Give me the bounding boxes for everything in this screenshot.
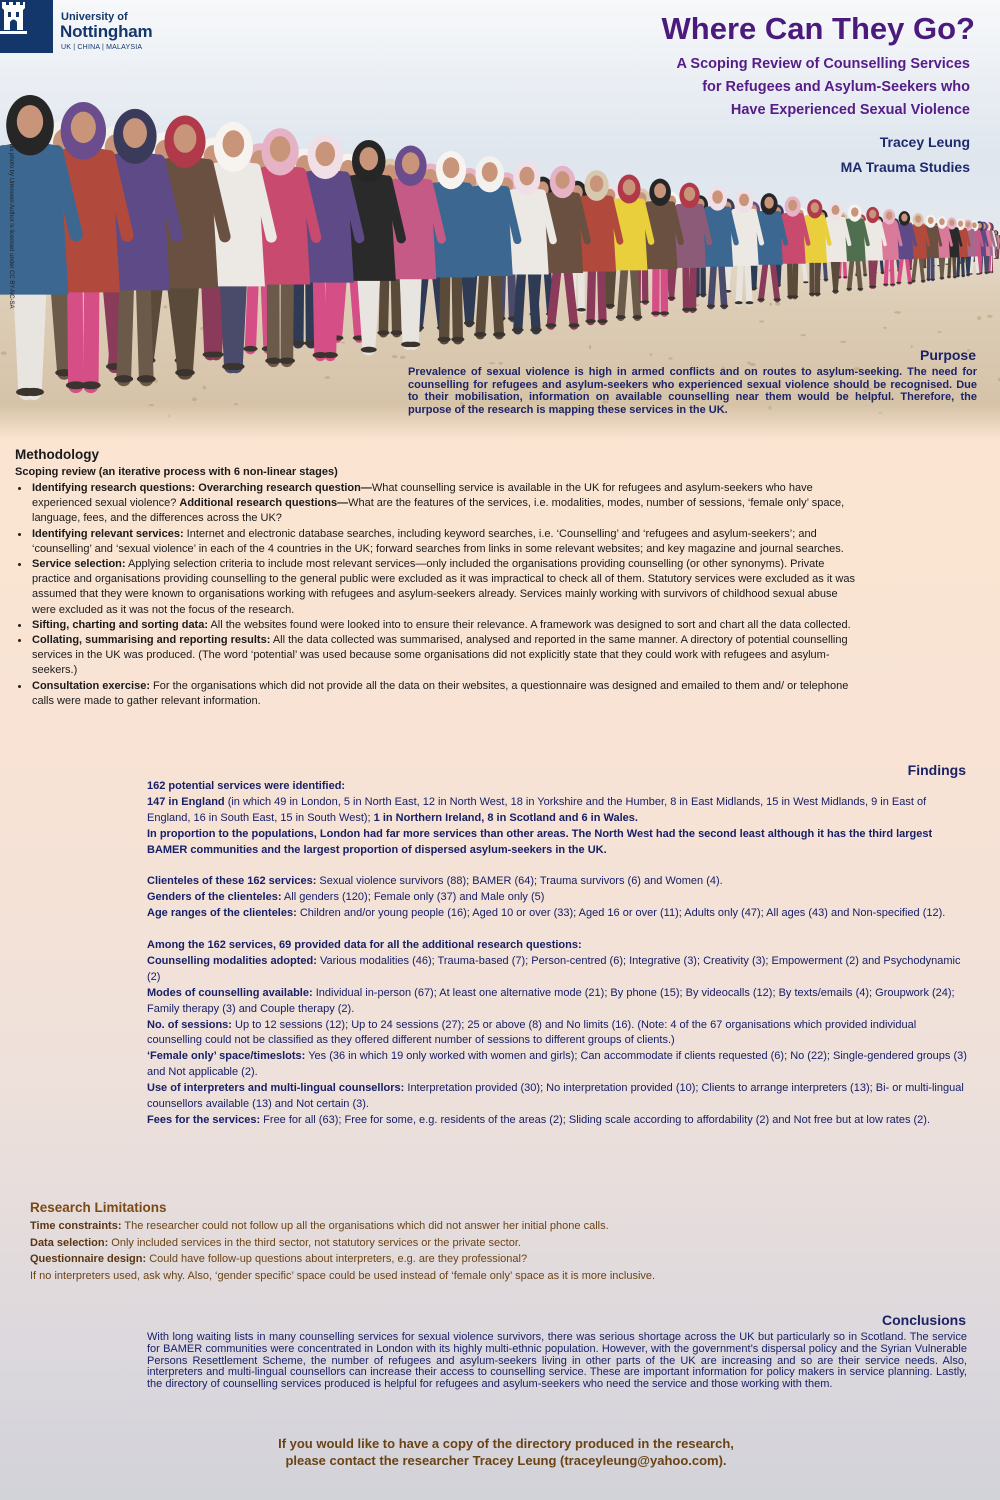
ground-stone: [883, 327, 886, 329]
subtitle-line: Have Experienced Sexual Violence: [730, 102, 970, 118]
person-face: [443, 157, 460, 178]
person-shoe: [846, 288, 852, 290]
person-shoe: [632, 315, 642, 319]
person-shoe: [832, 290, 838, 292]
methodology-stage: [15, 527, 860, 557]
person-face: [928, 217, 934, 224]
person-leg: [739, 260, 741, 303]
person-shoe: [976, 273, 980, 274]
person-shoe: [940, 277, 944, 279]
findings-feature-item: [147, 1018, 967, 1050]
ground-stone: [894, 311, 901, 314]
person-shoe: [291, 341, 305, 346]
stage-label: Identifying relevant services:: [32, 527, 184, 540]
person-shoe: [947, 276, 951, 278]
conclusions-text: With long waiting lists in many counselling services for sexual violence survivors, there was serious shortage across the UK but particularly so in Scotland. The service for BAMER communities were concentrated in London with its highly multi-ethnic population. However, with the government’s dispersal policy and the Syrian Vulnerable Persons Resettlement Scheme, the number of refugees and asylum-seekers living in other parts of the UK are increasing and so are their service needs. Also, interpreters and multi-lingual counsellors can increase their access to counselling service. These are important information for policy makers in service planning. Lastly, the directory of counselling services produced is helpful for refugees and asylum-seekers who need the service and those working with them.: [147, 1331, 967, 1391]
person-shoe: [700, 293, 707, 296]
person-leg: [124, 277, 127, 379]
person-shoe: [953, 276, 957, 278]
stage-text-2: What are the features of the services, i.e. modalities, modes, number of sessions, ‘female only’ space, language, fees, and the differences across the UK?: [32, 497, 845, 525]
person-face: [832, 205, 840, 215]
stage-label: Service selection:: [32, 558, 126, 571]
contact-note: [6, 1435, 1000, 1469]
stage-label: Identifying research questions: Overarching research question—: [32, 482, 372, 494]
methodology-stage: [15, 679, 860, 709]
logo-campuses: UK | CHINA | MALAYSIA: [61, 44, 143, 51]
stage-text: For the organisations which did not provide all the data on their websites, a questionnaire was designed and emailed to them and/ or telephone calls were made to gather relevant information.: [32, 679, 849, 707]
person-leg: [532, 266, 536, 330]
person-shoe: [377, 330, 389, 335]
person-shoe: [568, 323, 579, 327]
stage-text: Applying selection criteria to include most relevant services—only included the organisations providing counselling (or other synonyms). Private practice and organisations providing counselling to the general public were excluded as it was impractical to check all of them. Statutory services were excluded as it was assumed that they were known to organisations working with refugees and asylum-seekers already. Services mainly working with survivors of childhood sexual abuse were excluded as it was not the focus of the research.: [32, 558, 855, 616]
person-leg: [976, 254, 978, 274]
person-shoe: [23, 388, 44, 396]
person-leg: [870, 257, 871, 287]
ground-stone: [163, 305, 167, 308]
item-text: Free for all (63); Free for some, e.g. residents of the areas (2); Sliding scale according to affordability (2) and Not free but at low rates (2).: [260, 1114, 931, 1126]
methodology-heading: Methodology: [15, 447, 99, 462]
stage-text: All the data collected was summarised, analysed and reported in the same manner. A directory of potential counselling services in the UK was produced. (The word ‘potential’ was used because some organisations did not explicitly state that they could work with refugees and asylum-seekers.): [32, 634, 848, 677]
stage-label: Collating, summarising and reporting results:: [32, 634, 271, 647]
person-shoe: [883, 284, 888, 286]
purpose-heading: Purpose: [919, 347, 976, 363]
person-face: [712, 190, 723, 203]
ground-stone: [650, 353, 652, 356]
item-text: Sexual violence survivors (88); BAMER (64); Trauma survivors (6) and Women (4).: [316, 875, 723, 888]
findings-feature-item: [147, 954, 967, 986]
logo-university-of: University of: [61, 11, 128, 23]
person-shoe: [857, 288, 863, 290]
person-shoe: [871, 286, 877, 288]
person-shoe: [843, 276, 848, 278]
findings-feature-item: [147, 1049, 967, 1081]
poster-subtitle: [676, 53, 970, 122]
ground-stone: [668, 357, 672, 359]
ground-stone: [911, 345, 913, 348]
findings-total: 162 potential services were identified:: [147, 780, 346, 792]
person-leg: [91, 278, 92, 385]
ground-stone: [341, 342, 345, 344]
person-shoe: [803, 281, 808, 283]
methodology-stage: [15, 618, 860, 633]
findings-proportion-note: In proportion to the populations, London had far more services than other areas. The North West had the second least although it has the third largest BAMER communities and the largest proportion of dispersed asylum-seekers in the UK.: [147, 827, 933, 856]
person-face: [223, 130, 245, 157]
ground-stone: [192, 397, 197, 401]
ground-stone: [1, 351, 7, 355]
person-leg: [143, 277, 146, 379]
person-shoe: [279, 357, 295, 363]
person-shoe: [451, 337, 464, 342]
person-leg: [968, 254, 970, 275]
person-shoe: [228, 363, 245, 370]
person-shoe: [577, 308, 586, 312]
person-shoe: [961, 275, 965, 277]
contact-line: please contact the researcher Tracey Leung (traceyleung@yahoo.com).: [285, 1453, 727, 1468]
person-leg: [457, 268, 458, 339]
person-face: [869, 210, 876, 219]
bullet-icon: [18, 563, 21, 566]
methodology-stage: [15, 633, 860, 679]
item-label: Genders of the clienteles:: [147, 891, 282, 904]
person-face: [174, 124, 197, 153]
conclusions-heading: Conclusions: [881, 1312, 966, 1328]
person-shoe: [81, 381, 101, 389]
findings-feature-item: [147, 986, 967, 1018]
bullet-icon: [18, 639, 21, 642]
university-logo: [0, 0, 53, 53]
stage-text: What counselling service is available in the UK for refugees and asylum-seekers who have experienced sexual violence?: [32, 482, 813, 510]
item-text: Only included services in the third sector, not statutory services or the private sector.: [108, 1236, 521, 1249]
item-label: Data selection:: [30, 1236, 109, 1249]
person-shoe: [931, 279, 936, 281]
person-shoe: [923, 267, 926, 268]
person-face: [915, 215, 921, 223]
person-shoe: [707, 304, 715, 307]
person-leg: [985, 253, 986, 272]
person-face: [590, 175, 603, 192]
person-leg: [633, 263, 637, 317]
person-leg: [790, 259, 791, 297]
item-label: Modes of counselling available:: [147, 986, 313, 999]
person-leg: [480, 267, 484, 334]
ground-stone: [987, 315, 993, 318]
person-shoe: [921, 280, 926, 282]
person-shoe: [512, 328, 524, 333]
ground-stone: [800, 334, 806, 336]
person-shoe: [688, 308, 697, 312]
person-face: [851, 207, 858, 216]
ground-stone: [840, 341, 846, 343]
item-text: Could have follow-up questions about interpreters, e.g. are they professional?: [146, 1253, 528, 1266]
person-shoe: [137, 375, 156, 383]
person-shoe: [406, 342, 420, 348]
ground-stone: [489, 362, 496, 364]
person-shoe: [597, 319, 608, 323]
person-face: [684, 187, 695, 201]
person-shoe: [545, 323, 556, 327]
findings-heading: Findings: [907, 762, 966, 778]
person-shoe: [585, 319, 596, 323]
other-nations-count: 1 in Northern Ireland, 8 in Scotland and 6 in Wales.: [373, 811, 638, 824]
person-shoe: [438, 337, 451, 342]
person-shoe: [757, 298, 764, 301]
person-leg: [954, 254, 955, 276]
person-shoe: [641, 300, 649, 303]
person-face: [788, 200, 797, 211]
person-face: [939, 218, 944, 225]
person-face: [71, 112, 96, 143]
methodology-subheading: Scoping review (an iterative process with 6 non-linear stages): [15, 466, 338, 478]
person-face: [764, 197, 773, 209]
person-leg: [958, 254, 959, 276]
person-leg: [874, 257, 875, 287]
item-label: Clienteles of these 162 services:: [147, 875, 317, 888]
ground-stone: [775, 302, 780, 306]
item-label: Fees for the services:: [147, 1114, 261, 1126]
person-leg: [518, 266, 522, 330]
person-leg: [942, 255, 944, 278]
limitations-section: [30, 1200, 950, 1285]
person-leg: [721, 261, 724, 306]
person-shoe: [896, 282, 901, 284]
person-face: [966, 221, 971, 227]
person-shoe: [322, 352, 337, 358]
findings-clientele-item: [147, 906, 967, 922]
person-face: [811, 202, 819, 213]
person-shoe: [391, 330, 403, 335]
person-leg: [75, 278, 76, 385]
person-leg: [186, 276, 193, 373]
person-shoe: [814, 293, 821, 296]
person-face: [17, 105, 43, 138]
item-text: The researcher could not follow up all the organisations which did not answer her initial phone calls.: [121, 1220, 609, 1232]
bullet-icon: [18, 685, 21, 688]
person-shoe: [985, 272, 989, 273]
person-leg: [835, 258, 838, 292]
contact-line: If you would like to have a copy of the directory produced in the research,: [278, 1436, 734, 1451]
person-shoe: [735, 301, 743, 304]
person-leg: [495, 267, 499, 334]
ground-stone: [770, 303, 772, 306]
person-shoe: [791, 295, 798, 298]
item-label: Use of interpreters and multi-lingual counsellors:: [147, 1082, 405, 1095]
item-label: ‘Female only’ space/timeslots:: [147, 1050, 306, 1063]
person-face: [886, 212, 893, 220]
person-face: [123, 118, 147, 148]
person-leg: [369, 270, 375, 349]
person-face: [270, 136, 291, 162]
bullet-icon: [18, 487, 21, 490]
person-face: [402, 152, 420, 174]
person-leg: [621, 263, 625, 317]
person-shoe: [890, 284, 895, 286]
ground-stone: [977, 316, 981, 320]
person-leg: [997, 248, 998, 258]
person-leg: [226, 274, 231, 366]
ground-stone: [937, 331, 941, 333]
person-face: [949, 219, 954, 226]
poster-title: Where Can They Go?: [661, 11, 975, 46]
person-leg: [319, 272, 321, 355]
ground-stone: [589, 345, 591, 349]
person-face: [739, 194, 749, 207]
limitations-heading: Research Limitations: [30, 1200, 167, 1215]
person-leg: [21, 280, 26, 392]
methodology-stage: [15, 557, 860, 618]
findings-clientele-item: [147, 890, 967, 906]
england-count: 147 in England: [147, 795, 225, 808]
methodology-section: [15, 446, 860, 709]
person-face: [519, 167, 534, 186]
person-shoe: [863, 274, 867, 276]
person-leg: [236, 274, 241, 366]
bullet-icon: [18, 533, 21, 536]
findings-feature-item: [147, 1113, 967, 1129]
item-text: Individual in-person (67); At least one alternative mode (21); By phone (15); By videocalls (12); By texts/emails (4); Groupwork (24); Family therapy (3) and Couple therapy (2).: [147, 986, 955, 1015]
person-shoe: [493, 332, 505, 337]
person-leg: [886, 256, 887, 285]
ground-stone: [203, 386, 207, 390]
person-shoe: [668, 297, 675, 300]
person-face: [359, 147, 378, 170]
author-name: Tracey Leung: [879, 134, 970, 150]
purpose-text: Prevalence of sexual violence is high in armed conflicts and on routes to asylum-seeking. The need for counselling for refugees and asylum-seekers who experienced sexual violence should be recognised. Due to their mobilisation, information on available counselling near them would be helpful. Therefore, the purpose of the research is mapping these services in the UK.: [408, 366, 977, 416]
methodology-stage-list: [15, 481, 860, 709]
limitation-item: [30, 1218, 950, 1235]
item-text: Various modalities (46); Trauma-based (7); Person-centred (6); Integrative (3); Creativity (3); Empowerment (2) and Psychodynamic (2): [147, 954, 961, 983]
person-shoe: [616, 315, 626, 319]
item-text: Yes (36 in which 19 only worked with women and girls); Can accommodate if clients requested (6); No (22); Single-gendered groups (3) and Not applicable (2).: [147, 1050, 967, 1079]
person-leg: [711, 261, 714, 306]
ground-stone: [392, 355, 397, 358]
person-leg: [971, 254, 973, 274]
person-leg: [330, 272, 332, 355]
person-shoe: [464, 321, 475, 325]
stage-label-2: Additional research questions—: [179, 497, 349, 510]
england-breakdown: (in which 49 in London, 5 in North East, 12 in North West, 18 in Yorkshire and the Humber, 8 in East Midlands, 15 in West Midlands, 9 in East of England, 16 in South East, 15 in South West);: [147, 795, 927, 824]
person-shoe: [966, 274, 970, 276]
item-label: Questionnaire design:: [30, 1253, 147, 1266]
programme-name: MA Trauma Studies: [840, 159, 970, 175]
person-face: [315, 142, 335, 167]
photo-credit: This photo by Unknown Author is licensed under CC BY-NC-SA: [8, 140, 14, 309]
findings-feature-item: [147, 1081, 967, 1113]
header-photo: [0, 0, 1000, 440]
person-shoe: [530, 328, 542, 333]
limitation-extra: If no interpreters used, ask why. Also, ‘gender specific’ space could be used instead of ‘female only’ space as it is more inclusive.: [30, 1270, 656, 1283]
person-leg: [962, 254, 963, 276]
item-text: Up to 12 sessions (12); Up to 24 sessions (27); 25 or above (8) and No limits (16). (Note: 4 of the 67 organisations which provided individual counselling could not be classified as they offered different number of sessions to different groups of clients.): [147, 1018, 917, 1047]
person-leg: [601, 264, 602, 321]
stage-label: Sifting, charting and sorting data:: [32, 618, 208, 631]
person-shoe: [746, 301, 754, 304]
person-face: [901, 214, 907, 222]
subtitle-line: A Scoping Review of Counselling Services: [676, 56, 970, 72]
subtitle-line: for Refugees and Asylum-Seekers who: [702, 79, 970, 95]
person-shoe: [994, 258, 996, 259]
person-face: [958, 221, 963, 227]
person-face: [482, 162, 498, 182]
limitation-item: [30, 1251, 950, 1268]
person-leg: [413, 269, 416, 344]
person-face: [555, 171, 569, 189]
person-leg: [795, 259, 796, 297]
person-leg: [849, 257, 852, 289]
person-shoe: [823, 279, 828, 281]
item-label: No. of sessions:: [147, 1018, 232, 1031]
person-face: [972, 222, 977, 228]
person-shoe: [209, 351, 224, 357]
item-label: Counselling modalities adopted:: [147, 954, 317, 967]
person-shoe: [660, 311, 669, 315]
person-leg: [591, 264, 592, 321]
person-leg: [891, 256, 892, 285]
person-shoe: [751, 287, 757, 289]
person-shoe: [956, 275, 960, 277]
findings-clientele-item: [147, 874, 967, 890]
stage-label: Consultation exercise:: [32, 679, 150, 692]
methodology-stage: [15, 481, 860, 527]
ground-stone: [499, 362, 503, 365]
item-label: Time constraints:: [30, 1220, 122, 1232]
ground-stone: [325, 376, 331, 379]
person-shoe: [362, 347, 377, 353]
person-shoe: [907, 282, 912, 284]
person-shoe: [606, 304, 614, 307]
limitation-item: [30, 1235, 950, 1252]
person-shoe: [720, 304, 728, 307]
person-face: [654, 183, 666, 198]
person-shoe: [881, 272, 885, 274]
ground-stone: [400, 356, 406, 359]
person-leg: [34, 280, 39, 392]
person-leg: [857, 257, 860, 289]
person-leg: [405, 269, 408, 344]
person-leg: [747, 260, 749, 303]
findings-features-intro: Among the 162 services, 69 provided data for all the additional research questions:: [147, 939, 582, 952]
person-leg: [693, 262, 694, 310]
item-text: All genders (120); Female only (37) and Male only (5): [281, 891, 545, 904]
person-leg: [444, 268, 445, 339]
findings-regional-breakdown: [147, 795, 967, 827]
person-leg: [949, 254, 950, 276]
person-shoe: [243, 346, 257, 352]
person-leg: [686, 262, 687, 310]
person-shoe: [474, 332, 486, 337]
item-text: Children and/or young people (16); Aged 10 or over (33); Aged 16 or over (11); Adults only (47); All ages (43) and Non-specified (12).: [296, 907, 946, 920]
stage-text: All the websites found were looked into to ensure their relevance. A framework was designed to sort and chart all the data collected.: [208, 618, 851, 631]
ground-stone: [759, 320, 764, 322]
stage-text: Internet and electronic database searches, including keyword searches, i.e. ‘Counselling’ and ‘refugees and asylum-seekers’; and ‘counselling’ and ‘sexual violence’ in each of the 4 countries in the UK; forward searches from links in some relevant websites; and key magazine and journal searches.: [32, 527, 844, 555]
item-label: Age ranges of the clienteles:: [147, 907, 297, 920]
findings-section: [147, 779, 967, 1129]
person-leg: [980, 254, 981, 274]
person-shoe: [177, 369, 195, 376]
person-shoe: [651, 311, 660, 315]
person-shoe: [773, 298, 780, 301]
person-shoe: [114, 375, 133, 383]
person-shoe: [926, 279, 931, 281]
logo-nottingham: Nottingham: [60, 22, 153, 41]
person-face: [623, 179, 636, 195]
castle-crest-icon: [0, 0, 27, 36]
bullet-icon: [18, 624, 21, 627]
item-text: Interpretation provided (30); No interpretation provided (10); Clients to arrange interpreters (13); Bi- or multi-lingual counsellors available (13) and Not certain (3).: [147, 1082, 964, 1111]
